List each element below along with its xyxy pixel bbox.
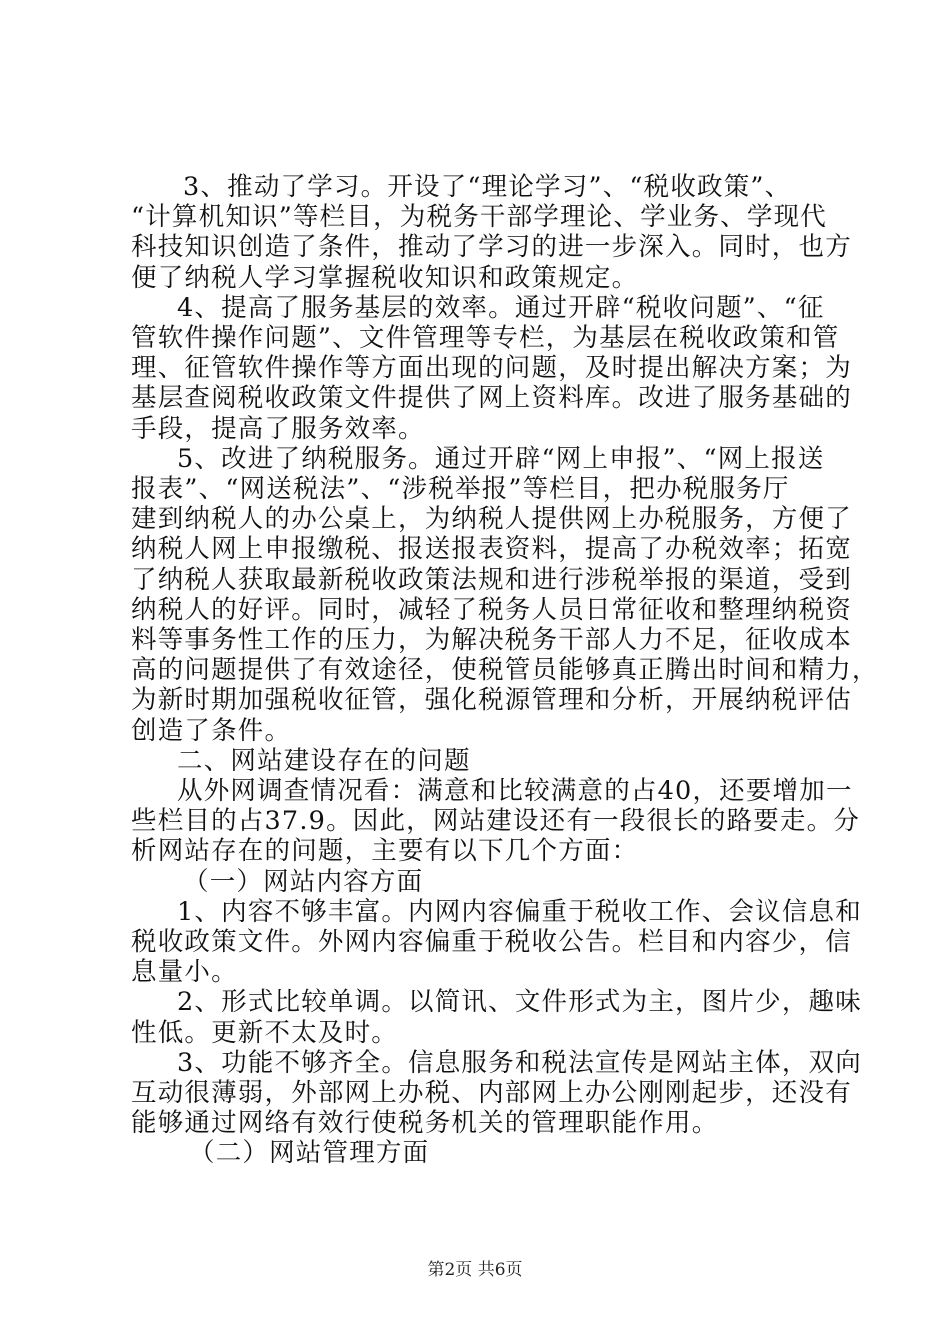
text-line: 为新时期加强税收征管，强化税源管理和分析，开展纳税评估 bbox=[131, 685, 852, 716]
text-line: 创造了条件。 bbox=[131, 715, 292, 746]
subsection-heading: （一）网站内容方面 bbox=[183, 866, 424, 897]
text-line: 管软件操作问题”、文件管理等专栏，为基层在税收政策和管 bbox=[131, 323, 840, 353]
text-line: 了纳税人获取最新税收政策法规和进行涉税举报的渠道，受到 bbox=[131, 564, 852, 595]
text-line: 建到纳税人的办公桌上，为纳税人提供网上办税服务，方便了 bbox=[131, 504, 852, 535]
text-line: 基层查阅税收政策文件提供了网上资料库。改进了服务基础的 bbox=[131, 383, 852, 414]
text-line: 2、形式比较单调。以简讯、文件形式为主，图片少，趣味 bbox=[177, 987, 862, 1018]
text-line: 4、提高了服务基层的效率。通过开辟“税收问题”、“征 bbox=[177, 292, 825, 323]
text-line: 高的问题提供了有效途径，使税管员能够真正腾出时间和精力， bbox=[131, 655, 879, 686]
text-line: 科技知识创造了条件，推动了学习的进一步深入。同时，也方 bbox=[131, 232, 852, 263]
text-line: 便了纳税人学习掌握税收知识和政策规定。 bbox=[131, 262, 639, 293]
text-line: 从外网调查情况看：满意和比较满意的占40，还要增加一 bbox=[177, 776, 853, 806]
text-line: 能够通过网络有效行使税务机关的管理职能作用。 bbox=[131, 1108, 719, 1139]
subsection-heading: （二）网站管理方面 bbox=[189, 1138, 430, 1169]
text-line: 手段，提高了服务效率。 bbox=[131, 413, 425, 444]
text-line: 理、征管软件操作等方面出现的问题，及时提出解决方案；为 bbox=[131, 353, 852, 384]
text-line: 1、内容不够丰富。内网内容偏重于税收工作、会议信息和 bbox=[177, 896, 862, 927]
text-line: 3、推动了学习。开设了“理论学习”、“税收政策”、 bbox=[183, 172, 792, 202]
text-line: 纳税人网上申报缴税、报送报表资料，提高了办税效率；拓宽 bbox=[131, 534, 852, 565]
page-number-footer: 第2页 共6页 bbox=[427, 1260, 523, 1280]
text-line: 些栏目的占37.9。因此，网站建设还有一段很长的路要走。分 bbox=[131, 806, 861, 837]
text-line: 税收政策文件。外网内容偏重于税收公告。栏目和内容少，信 bbox=[131, 927, 852, 957]
text-line: 5、改进了纳税服务。通过开辟“网上申报”、“网上报送 bbox=[177, 443, 825, 474]
text-line: 料等事务性工作的压力，为解决税务干部人力不足，征收成本 bbox=[131, 625, 852, 655]
text-line: 互动很薄弱，外部网上办税、内部网上办公刚刚起步，还没有 bbox=[131, 1078, 852, 1108]
text-line: 纳税人的好评。同时，减轻了税务人员日常征收和整理纳税资 bbox=[131, 594, 852, 625]
text-line: 3、功能不够齐全。信息服务和税法宣传是网站主体，双向 bbox=[177, 1047, 862, 1078]
text-line: 报表”、“网送税法”、“涉税举报”等栏目，把办税服务厅 bbox=[131, 474, 790, 504]
text-line: “计算机知识”等栏目，为税务干部学理论、学业务、学现代 bbox=[131, 202, 827, 233]
text-line: 息量小。 bbox=[131, 957, 238, 988]
section-heading: 二、网站建设存在的问题 bbox=[177, 745, 471, 776]
text-line: 性低。更新不太及时。 bbox=[131, 1017, 399, 1048]
text-line: 析网站存在的问题，主要有以下几个方面： bbox=[131, 836, 639, 867]
